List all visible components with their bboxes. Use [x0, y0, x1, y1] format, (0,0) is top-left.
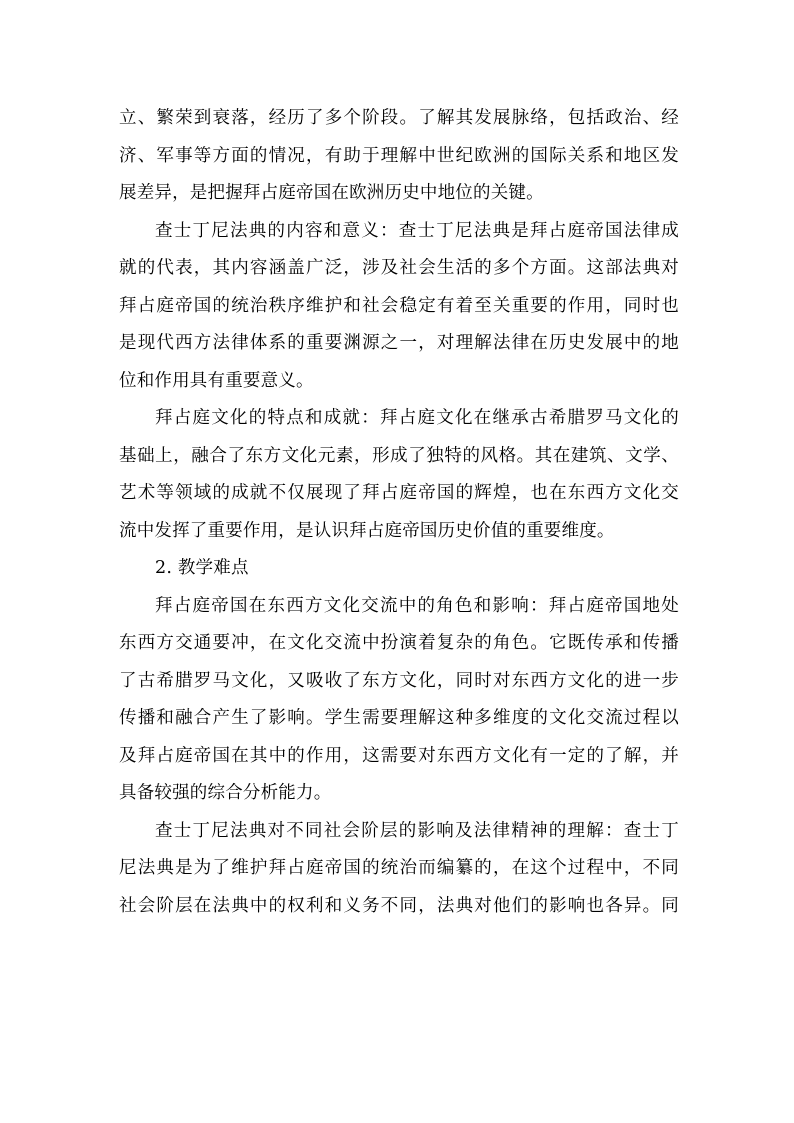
- text-line: 是现代西方法律体系的重要渊源之一，对理解法律在历史发展中的地: [119, 333, 679, 353]
- text-line: 拜占庭帝国在东西方文化交流中的角色和影响：拜占庭帝国地处: [155, 595, 679, 616]
- text-line: 展差异，是把握拜占庭帝国在欧洲历史中地位的关键。: [119, 183, 544, 203]
- text-line: 查士丁尼法典的内容和意义：查士丁尼法典是拜占庭帝国法律成: [155, 220, 679, 241]
- text-line: 查士丁尼法典对不同社会阶层的影响及法律精神的理解：查士丁: [155, 820, 679, 841]
- text-line: 拜占庭帝国的统治秩序维护和社会稳定有着至关重要的作用，同时也: [119, 295, 679, 316]
- text-line: 位和作用具有重要意义。: [119, 370, 314, 391]
- paragraph-cultural-exchange: [119, 588, 679, 813]
- text-line: 济、军事等方面的情况，有助于理解中世纪欧洲的国际关系和地区发: [119, 145, 679, 166]
- text-line: 传播和融合产生了影响。学生需要理解这种多维度的文化交流过程以: [119, 708, 679, 728]
- text-line: 尼法典是为了维护拜占庭帝国的统治而编纂的，在这个过程中，不同: [119, 858, 679, 878]
- text-line: 社会阶层在法典中的权利和义务不同，法典对他们的影响也各异。同: [119, 895, 679, 916]
- text-line: 立、繁荣到衰落，经历了多个阶段。了解其发展脉络，包括政治、经: [119, 108, 679, 128]
- paragraph-justinian-code: [119, 213, 679, 401]
- paragraph-continuation: [119, 100, 679, 213]
- text-line: 了古希腊罗马文化，又吸收了东方文化，同时对东西方文化的进一步: [119, 670, 679, 691]
- paragraph-byzantine-culture: [119, 400, 679, 550]
- text-line: 基础上，融合了东方文化元素，形成了独特的风格。其在建筑、文学、: [119, 445, 679, 466]
- text-line: 及拜占庭帝国在其中的作用，这需要对东西方文化有一定的了解，并: [119, 745, 679, 766]
- section-heading: 2. 教学难点: [155, 558, 249, 578]
- paragraph-social-classes: [119, 813, 679, 926]
- text-line: 拜占庭文化的特点和成就：拜占庭文化在继承古希腊罗马文化的: [155, 408, 679, 428]
- text-line: 就的代表，其内容涵盖广泛，涉及社会生活的多个方面。这部法典对: [119, 258, 679, 278]
- text-line: 东西方交通要冲，在文化交流中扮演着复杂的角色。它既传承和传播: [119, 633, 679, 653]
- text-line: 流中发挥了重要作用，是认识拜占庭帝国历史价值的重要维度。: [119, 520, 615, 541]
- text-line: 艺术等领域的成就不仅展现了拜占庭帝国的辉煌，也在东西方文化交: [119, 483, 679, 503]
- text-line: 具备较强的综合分析能力。: [119, 783, 332, 803]
- document-page: [119, 100, 679, 925]
